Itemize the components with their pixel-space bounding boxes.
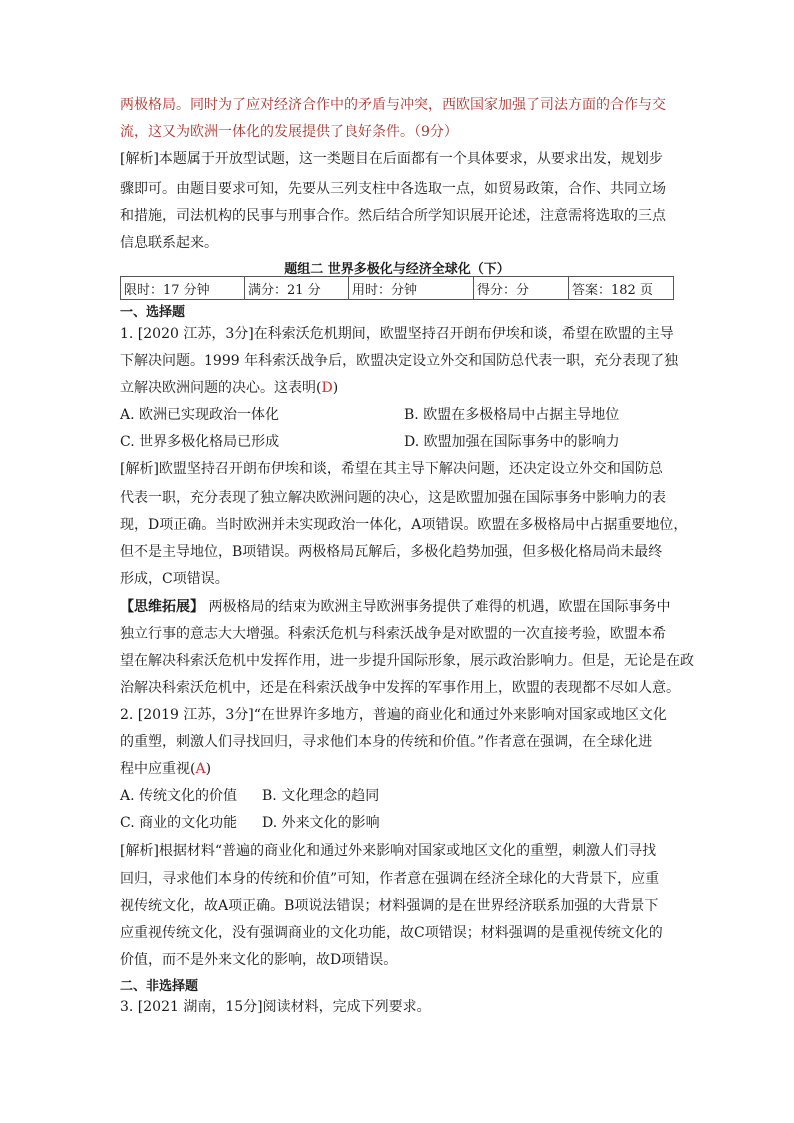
expand-line-1	[120, 594, 686, 621]
prev-analysis-line-3: 和措施，司法机构的民事与刑事合作。然后结合所学知识展开论述，注意需将选取的三点	[120, 208, 666, 224]
q2-stem-close: )	[205, 761, 212, 777]
exercise-info-table	[120, 276, 674, 300]
q1-option-b: B. 欧盟在多极格局中占据主导地位	[404, 407, 620, 423]
q2-options-row-1	[120, 783, 686, 810]
section-nonchoice-heading: 二、非选择题	[120, 979, 199, 994]
q2-analysis-line-2: 回归，寻求他们本身的传统和价值”可知，作者意在强调在经济全球化的大背景下，应重	[120, 871, 660, 887]
q1-stem-text: 立解决欧洲问题的决心。这表明(	[120, 380, 322, 396]
score: 得分：分	[474, 277, 569, 300]
q2-stem-line-3	[120, 756, 686, 783]
q2-stem-line-2: 的重塑，刺激人们寻找回归，寻求他们本身的传统和价值。”作者意在强调，在全球化进	[120, 734, 653, 750]
prev-answer-line-2	[120, 119, 686, 146]
expand-line-3: 望在解决科索沃危机中发挥作用，进一步提升国际形象，展示政治影响力。但是，无论是在政	[120, 653, 694, 669]
q2-analysis-line-5: 价值，而不是外来文化的影响，故D项错误。	[120, 952, 398, 968]
expand-label: 【思维拓展】	[120, 599, 204, 615]
time-used: 用时：分钟	[349, 277, 474, 300]
full-score: 满分：21 分	[245, 277, 349, 300]
expand-text: 两极格局的结束为欧洲主导欧洲事务提供了难得的机遇，欧盟在国际事务中	[204, 599, 671, 615]
q3-stem: 3. [2021 湖南，15分]阅读材料，完成下列要求。	[120, 999, 431, 1015]
q2-analysis-line-3: 视传统文化，故A项正确。B项说法错误；材料强调的是在世界经济联系加强的大背景下	[120, 898, 659, 914]
group-title: 题组二 世界多极化与经济全球化（下）	[284, 262, 510, 277]
time-limit: 限时：17 分钟	[121, 277, 245, 300]
q1-analysis-line-3: 现，D项正确。当时欧洲并未实现政治一体化，A项错误。欧盟在多极格局中占据重要地位，	[120, 517, 688, 533]
answer-page: 答案：182 页	[569, 277, 674, 300]
q1-stem-line-3	[120, 375, 686, 402]
q2-stem-line-1: 2. [2019 江苏，3分]“在世界许多地方，普遍的商业化和通过外来影响对国家或地区文化	[120, 707, 667, 723]
prev-analysis-line-4: 信息联系起来。	[120, 235, 218, 251]
prev-answer-line-1: 两极格局。同时为了应对经济合作中的矛盾与冲突，西欧国家加强了司法方面的合作与交	[120, 97, 666, 113]
q2-analysis-line-1: [解析]根据材料“普遍的商业化和通过外来影响对国家或地区文化的重塑，刺激人们寻找	[120, 843, 657, 859]
q1-options-row-2	[120, 429, 686, 456]
q1-options-row-1	[120, 402, 686, 429]
q1-answer: D	[321, 380, 333, 396]
prev-analysis-line-2: 骤即可。由题目要求可知，先要从三列支柱中各选取一点，如贸易政策，合作、共同立场	[120, 181, 666, 197]
q2-options-row-2	[120, 810, 686, 837]
q1-analysis-line-2: 代表一职，充分表现了独立解决欧洲问题的决心，这是欧盟加强在国际事务中影响力的表	[120, 490, 666, 506]
q1-stem-close: )	[332, 380, 339, 396]
q1-option-a: A. 欧洲已实现政治一体化	[120, 407, 280, 423]
q2-option-b: B. 文化理念的趋同	[262, 788, 380, 804]
q1-analysis-line-4: 但不是主导地位，B项错误。两极格局瓦解后，多极化趋势加强，但多极化格局尚未最终	[120, 544, 663, 560]
expand-line-2: 独立行事的意志大大增强。科索沃危机与科索沃战争是对欧盟的一次直接考验，欧盟本希	[120, 626, 666, 642]
prev-analysis-line-1: [解析]本题属于开放型试题，这一类题目在后面都有一个具体要求，从要求出发，规划步	[120, 151, 663, 167]
q2-stem-text: 程中应重视(	[120, 761, 196, 777]
prev-answer-text: 流，这又为欧洲一体化的发展提供了良好条件。（9分）	[120, 124, 458, 140]
q1-analysis-line-1: [解析]欧盟坚持召开朗布伊埃和谈，希望在其主导下解决问题，还决定设立外交和国防总	[120, 461, 663, 477]
q1-option-c: C. 世界多极化格局已形成	[120, 434, 280, 450]
q1-analysis-line-5: 形成，C项错误。	[120, 571, 229, 587]
q2-answer: A	[195, 761, 206, 777]
q1-stem-line-2: 下解决问题。1999 年科索沃战争后，欧盟决定设立外交和国防总代表一职，充分表现了独	[120, 353, 679, 369]
q2-analysis-line-4: 应重视传统文化，没有强调商业的文化功能，故C项错误；材料强调的是重视传统文化的	[120, 925, 663, 941]
q1-option-d: D. 欧盟加强在国际事务中的影响力	[404, 434, 620, 450]
q2-option-a: A. 传统文化的价值	[120, 788, 238, 804]
q1-stem-line-1: 1. [2020 江苏，3分]在科索沃危机期间，欧盟坚持召开朗布伊埃和谈，希望在欧盟的主导	[120, 326, 674, 342]
expand-line-4: 治解决科索沃危机中，还是在科索沃战争中发挥的军事作用上，欧盟的表现都不尽如人意。	[120, 680, 680, 696]
q2-option-d: D. 外来文化的影响	[262, 815, 380, 831]
q2-option-c: C. 商业的文化功能	[120, 815, 238, 831]
section-choice-heading: 一、选择题	[120, 305, 186, 320]
